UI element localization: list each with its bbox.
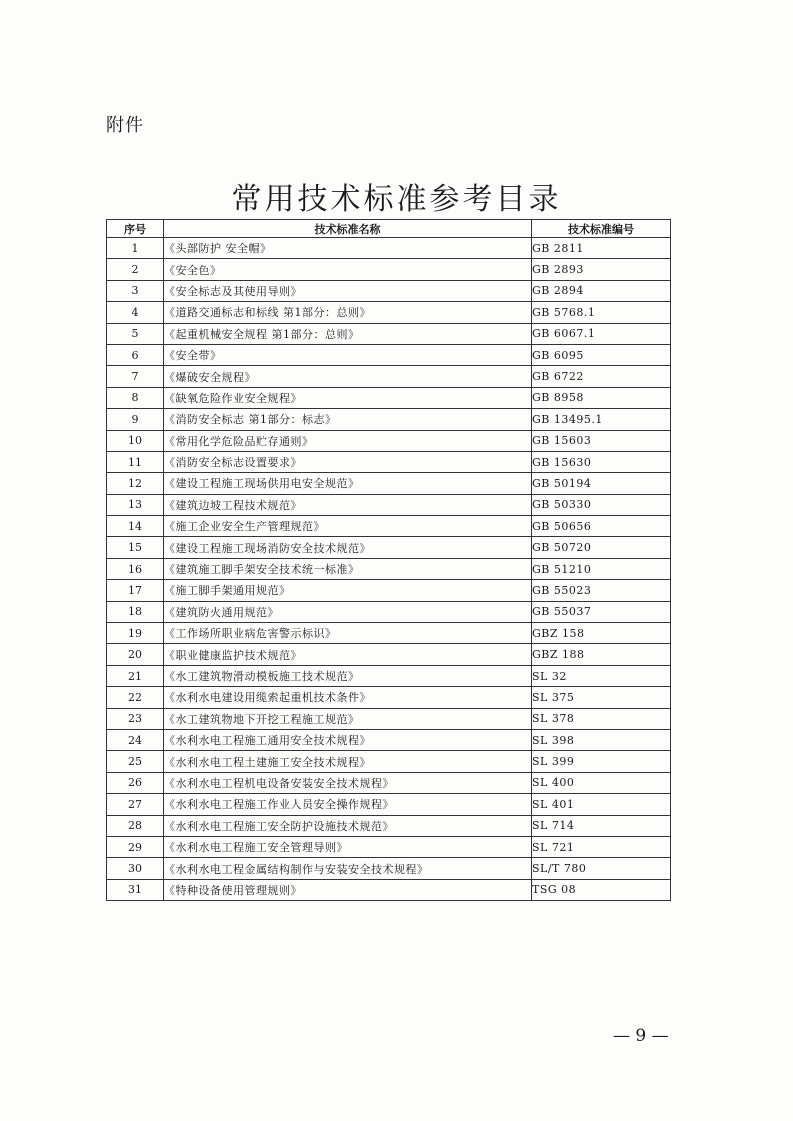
standard-code-cell: GB 5768.1 [532, 302, 671, 323]
standard-name-cell: 《建筑防火通用规范》 [164, 601, 532, 622]
table-row [107, 494, 671, 515]
table-row [107, 473, 671, 494]
standard-name-cell: 《消防安全标志 第1部分：标志》 [164, 409, 532, 430]
table-row [107, 280, 671, 301]
standard-name-cell: 《水利水电工程施工通用安全技术规程》 [164, 729, 532, 750]
attachment-label: 附件 [106, 115, 144, 136]
serial-number-cell: 30 [107, 858, 164, 879]
serial-number-cell: 1 [107, 238, 164, 259]
standard-name-cell: 《水利水电工程土建施工安全技术规程》 [164, 751, 532, 772]
standards-table [106, 219, 671, 901]
table-body [107, 238, 671, 901]
serial-number-cell: 15 [107, 537, 164, 558]
serial-number-cell: 24 [107, 729, 164, 750]
standard-name-cell: 《水利水电建设用缆索起重机技术条件》 [164, 687, 532, 708]
table-row [107, 238, 671, 259]
table-row [107, 323, 671, 344]
standard-name-cell: 《水利水电工程施工安全管理导则》 [164, 836, 532, 857]
standard-code-cell: SL 401 [532, 794, 671, 815]
table-row [107, 665, 671, 686]
table-row [107, 794, 671, 815]
serial-number-cell: 31 [107, 879, 164, 900]
standard-name-cell: 《安全色》 [164, 259, 532, 280]
serial-number-cell: 27 [107, 794, 164, 815]
standard-code-cell: GB 6067.1 [532, 323, 671, 344]
serial-number-cell: 23 [107, 708, 164, 729]
standard-code-cell: SL 399 [532, 751, 671, 772]
standard-code-cell: GB 2811 [532, 238, 671, 259]
serial-number-cell: 12 [107, 473, 164, 494]
standard-name-cell: 《起重机械安全规程 第1部分：总则》 [164, 323, 532, 344]
table-row [107, 430, 671, 451]
standard-code-cell: GB 50656 [532, 516, 671, 537]
serial-number-cell: 2 [107, 259, 164, 280]
standard-code-cell: SL 398 [532, 729, 671, 750]
standard-code-cell: SL/T 780 [532, 858, 671, 879]
serial-number-cell: 29 [107, 836, 164, 857]
standard-code-cell: SL 400 [532, 772, 671, 793]
standard-code-cell: SL 32 [532, 665, 671, 686]
table-row [107, 387, 671, 408]
standard-code-cell: GB 8958 [532, 387, 671, 408]
standard-code-cell: GBZ 158 [532, 623, 671, 644]
serial-number-cell: 20 [107, 644, 164, 665]
standard-name-cell: 《缺氧危险作业安全规程》 [164, 387, 532, 408]
table-row [107, 366, 671, 387]
standard-name-cell: 《建设工程施工现场消防安全技术规范》 [164, 537, 532, 558]
table-row [107, 644, 671, 665]
serial-number-cell: 7 [107, 366, 164, 387]
standard-name-cell: 《建筑边坡工程技术规范》 [164, 494, 532, 515]
standard-code-cell: SL 721 [532, 836, 671, 857]
header-standard-name: 技术标准名称 [164, 220, 532, 238]
standard-code-cell: GB 13495.1 [532, 409, 671, 430]
table-row [107, 451, 671, 472]
table-header-row [107, 220, 671, 238]
page-number: — 9 — [613, 1026, 669, 1046]
standard-name-cell: 《爆破安全规程》 [164, 366, 532, 387]
standard-name-cell: 《工作场所职业病危害警示标识》 [164, 623, 532, 644]
serial-number-cell: 21 [107, 665, 164, 686]
serial-number-cell: 25 [107, 751, 164, 772]
standard-code-cell: SL 714 [532, 815, 671, 836]
serial-number-cell: 19 [107, 623, 164, 644]
table-row [107, 516, 671, 537]
standard-name-cell: 《水利水电工程施工安全防护设施技术规范》 [164, 815, 532, 836]
header-standard-code: 技术标准编号 [532, 220, 671, 238]
serial-number-cell: 14 [107, 516, 164, 537]
standard-name-cell: 《施工脚手架通用规范》 [164, 580, 532, 601]
table-row [107, 580, 671, 601]
standard-name-cell: 《水工建筑物地下开挖工程施工规范》 [164, 708, 532, 729]
serial-number-cell: 3 [107, 280, 164, 301]
table-row [107, 836, 671, 857]
standard-code-cell: GB 2894 [532, 280, 671, 301]
standard-code-cell: GBZ 188 [532, 644, 671, 665]
standard-name-cell: 《水利水电工程机电设备安装安全技术规程》 [164, 772, 532, 793]
standard-name-cell: 《建筑施工脚手架安全技术统一标准》 [164, 558, 532, 579]
standard-code-cell: GB 50720 [532, 537, 671, 558]
serial-number-cell: 5 [107, 323, 164, 344]
standard-code-cell: TSG 08 [532, 879, 671, 900]
serial-number-cell: 18 [107, 601, 164, 622]
table-row [107, 302, 671, 323]
table-row [107, 708, 671, 729]
standard-code-cell: GB 15630 [532, 451, 671, 472]
standard-name-cell: 《道路交通标志和标线 第1部分：总则》 [164, 302, 532, 323]
standard-name-cell: 《常用化学危险品贮存通则》 [164, 430, 532, 451]
standard-name-cell: 《建设工程施工现场供用电安全规范》 [164, 473, 532, 494]
standard-code-cell: SL 378 [532, 708, 671, 729]
table-row [107, 537, 671, 558]
table-row [107, 601, 671, 622]
table-row [107, 259, 671, 280]
table-row [107, 729, 671, 750]
serial-number-cell: 10 [107, 430, 164, 451]
standard-code-cell: SL 375 [532, 687, 671, 708]
standard-name-cell: 《施工企业安全生产管理规范》 [164, 516, 532, 537]
table-row [107, 558, 671, 579]
serial-number-cell: 22 [107, 687, 164, 708]
standard-name-cell: 《安全带》 [164, 344, 532, 365]
serial-number-cell: 26 [107, 772, 164, 793]
serial-number-cell: 11 [107, 451, 164, 472]
standard-name-cell: 《水利水电工程施工作业人员安全操作规程》 [164, 794, 532, 815]
table-row [107, 772, 671, 793]
standard-name-cell: 《水利水电工程金属结构制作与安装安全技术规程》 [164, 858, 532, 879]
table-row [107, 687, 671, 708]
standard-code-cell: GB 55037 [532, 601, 671, 622]
standard-code-cell: GB 2893 [532, 259, 671, 280]
table-row [107, 858, 671, 879]
serial-number-cell: 16 [107, 558, 164, 579]
table-row [107, 623, 671, 644]
standard-code-cell: GB 51210 [532, 558, 671, 579]
standard-name-cell: 《头部防护 安全帽》 [164, 238, 532, 259]
standard-name-cell: 《水工建筑物滑动模板施工技术规范》 [164, 665, 532, 686]
standard-name-cell: 《安全标志及其使用导则》 [164, 280, 532, 301]
table-row [107, 879, 671, 900]
serial-number-cell: 28 [107, 815, 164, 836]
table-row [107, 344, 671, 365]
serial-number-cell: 4 [107, 302, 164, 323]
standard-name-cell: 《职业健康监护技术规范》 [164, 644, 532, 665]
serial-number-cell: 9 [107, 409, 164, 430]
standard-code-cell: GB 15603 [532, 430, 671, 451]
table-row [107, 409, 671, 430]
serial-number-cell: 6 [107, 344, 164, 365]
table-row [107, 815, 671, 836]
page-title: 常用技术标准参考目录 [231, 182, 562, 218]
standard-code-cell: GB 50194 [532, 473, 671, 494]
standard-code-cell: GB 6722 [532, 366, 671, 387]
standard-code-cell: GB 50330 [532, 494, 671, 515]
standard-code-cell: GB 55023 [532, 580, 671, 601]
serial-number-cell: 8 [107, 387, 164, 408]
standard-code-cell: GB 6095 [532, 344, 671, 365]
serial-number-cell: 17 [107, 580, 164, 601]
table-row [107, 751, 671, 772]
standard-name-cell: 《消防安全标志设置要求》 [164, 451, 532, 472]
header-serial-number: 序号 [107, 220, 164, 238]
serial-number-cell: 13 [107, 494, 164, 515]
standard-name-cell: 《特种设备使用管理规则》 [164, 879, 532, 900]
